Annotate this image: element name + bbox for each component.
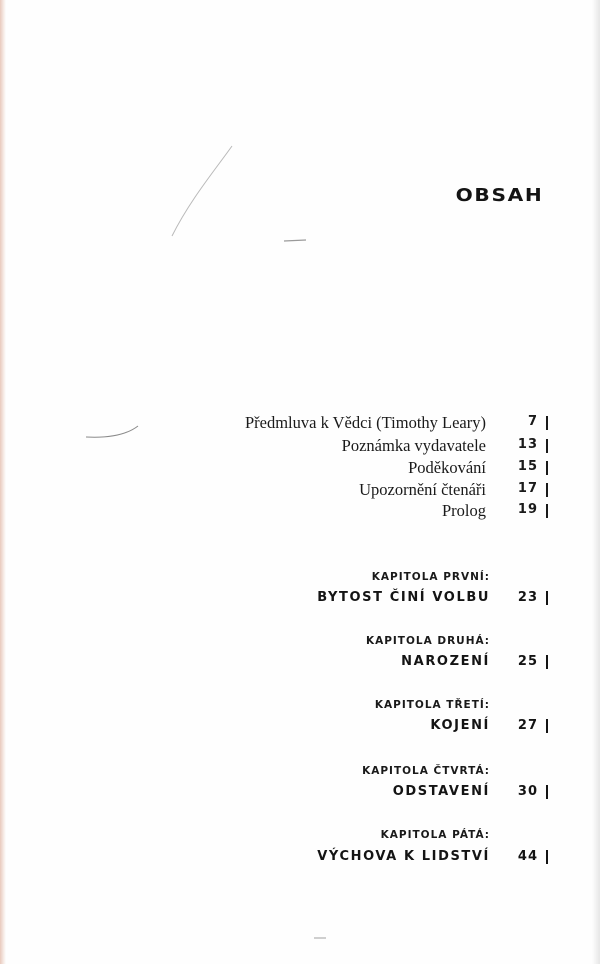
chapter-title: ODSTAVENÍ [392, 784, 490, 799]
page-marker-bar [546, 655, 548, 669]
toc-entry[interactable] [0, 436, 600, 458]
toc-entry[interactable] [0, 501, 600, 523]
toc-entry-page: 19 [517, 502, 538, 517]
toc-entry[interactable] [0, 480, 600, 502]
chapter-heading: KAPITOLA TŘETÍ: [374, 699, 490, 711]
chapter-title: VÝCHOVA K LIDSTVÍ [317, 849, 490, 864]
contents-title: OBSAH [455, 185, 543, 206]
page-marker-bar [546, 483, 548, 497]
toc-entry-label: Poděkování [408, 458, 486, 477]
chapter-title: KOJENÍ [430, 718, 490, 733]
toc-entry-label: Prolog [441, 501, 486, 520]
page-marker-bar [546, 719, 548, 733]
toc-entry-page: 15 [517, 459, 538, 474]
chapter-title: BYTOST ČINÍ VOLBU [317, 590, 490, 605]
chapter-page: 23 [517, 590, 538, 605]
toc-entry[interactable] [0, 458, 600, 480]
page-marker-bar [546, 785, 548, 799]
page-marker-bar [546, 850, 548, 864]
toc-entry[interactable] [0, 413, 600, 435]
page-marker-bar [546, 439, 548, 453]
toc-entry-page: 13 [517, 437, 538, 452]
chapter-title: NAROZENÍ [401, 654, 490, 669]
page-marker-bar [546, 591, 548, 605]
toc-entry-page: 17 [517, 481, 538, 496]
toc-entry-label: Upozornění čtenáři [359, 480, 486, 499]
chapter-heading: KAPITOLA PRVNÍ: [371, 571, 490, 583]
page-marker-bar [546, 416, 548, 430]
chapter-page: 27 [517, 718, 538, 733]
chapter-page: 30 [517, 784, 538, 799]
chapter-page: 44 [517, 849, 538, 864]
page-marker-bar [546, 461, 548, 475]
toc-entry-page: 7 [527, 414, 538, 429]
chapter-heading: KAPITOLA DRUHÁ: [365, 635, 490, 647]
chapter-heading: KAPITOLA ČTVRTÁ: [362, 765, 490, 777]
toc-entry-label: Poznámka vydavatele [341, 436, 486, 455]
toc-entry-label: Předmluva k Vědci (Timothy Leary) [244, 413, 486, 432]
page-marker-bar [546, 504, 548, 518]
chapter-heading: KAPITOLA PÁTÁ: [380, 829, 490, 841]
chapter-page: 25 [517, 654, 538, 669]
